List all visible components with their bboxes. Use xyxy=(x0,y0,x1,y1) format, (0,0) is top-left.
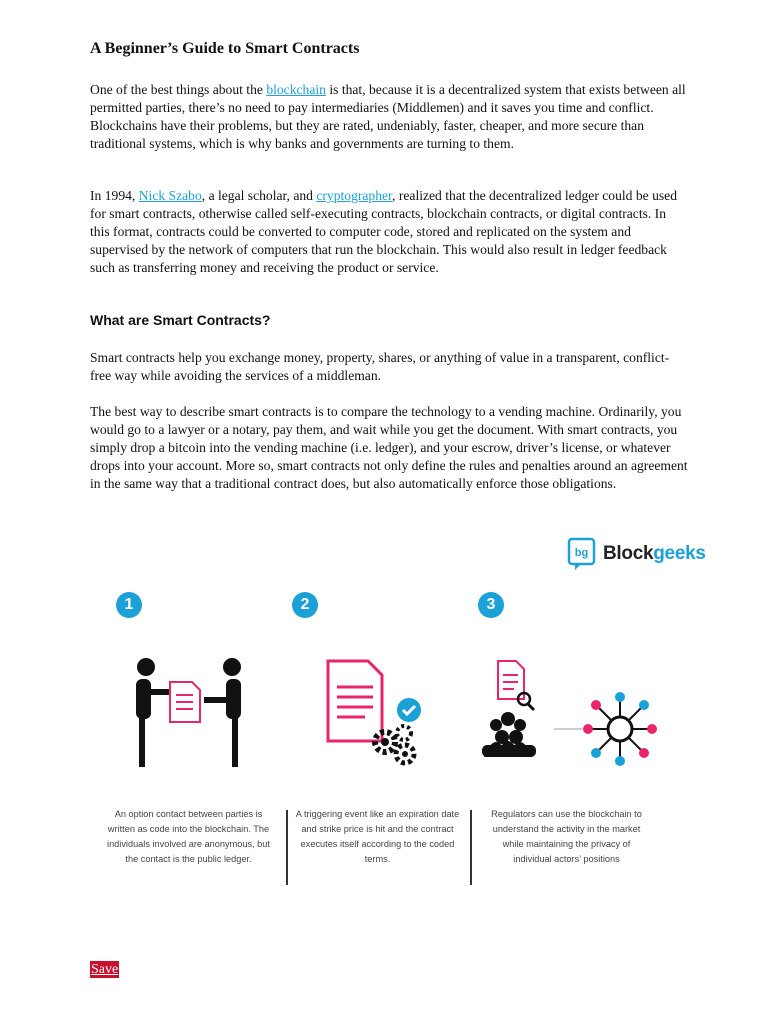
blockchain-link[interactable]: blockchain xyxy=(266,82,326,97)
paragraph-intro xyxy=(90,81,688,153)
nick-szabo-link[interactable]: Nick Szabo xyxy=(138,188,202,203)
paragraph-vending-machine: The best way to describe smart contracts is to compare the technology to a vending machine. Ordinarily, you would go to a lawyer or a notary, pay them, and wait while you get the document. With smart contracts, you simply drop a bitcoin into the vending machine (i.e. ledger), and your escrow, driver’s license, or whatever drops into your account. More so, smart contracts not only define the rules and penalties around an agreement in the same way that a traditional contract does, but also automatically enforce those obligations. xyxy=(90,404,688,491)
logo-mark-text: bg xyxy=(574,547,589,559)
brand-name-accent: geeks xyxy=(653,543,706,564)
paragraph-text: is that, because it is a decentralized system that exists between all permitted parties, there’s no need to pay intermediaries (Middlemen) and it saves you time and conflict. Blockchains have their problems, but they are rated, undeniably, faster, cheaper, and more secure than traditional systems, which is why banks and governments are turning to them. xyxy=(90,82,686,151)
divider xyxy=(286,810,288,885)
paragraph-text: , realized that the decentralized ledger could be used for smart contracts, otherwise called self-executing contracts, blockchain contracts, or digital contracts. In this format, contracts could be converted to computer code, stored and replicated on the system and supervised by the network of computers that run the blockchain. This would also result in ledger feedback such as transferring money and receiving the product or service. xyxy=(90,188,677,275)
save-button[interactable]: Save xyxy=(91,962,119,977)
document-title: A Beginner’s Guide to Smart Contracts xyxy=(90,40,360,57)
paragraph-definition: Smart contracts help you exchange money, property, shares, or anything of value in a transparent, conflict-free way while avoiding the services of a middleman. xyxy=(90,350,670,383)
contract-execution-icon xyxy=(325,657,425,772)
brand-name-main: Block xyxy=(603,543,654,564)
step-1-caption: An option contact between parties is written as code into the blockchain. The individuals involved are anonymous, but the contact is the public ledger. xyxy=(107,809,270,864)
handshake-contract-icon xyxy=(130,657,250,777)
step-3-caption: Regulators can use the blockchain to understand the activity in the market while maintaining the privacy of individual actors’ positions xyxy=(491,809,642,864)
paragraph-text: In 1994, xyxy=(90,188,139,203)
step-2-caption: A triggering event like an expiration date and strike price is hit and the contract executes itself according to the coded terms. xyxy=(295,809,460,864)
paragraph-text: , a legal scholar, and xyxy=(201,188,317,203)
cryptographer-link[interactable]: cryptographer xyxy=(316,188,393,203)
paragraph-text: One of the best things about the xyxy=(90,82,267,97)
divider xyxy=(470,810,472,885)
step-1-number: 1 xyxy=(116,592,142,618)
regulator-network-icon xyxy=(478,657,658,767)
smart-contract-infographic xyxy=(100,532,710,892)
brand-name xyxy=(603,543,706,565)
step-3-number: 3 xyxy=(478,592,504,618)
section-heading: What are Smart Contracts? xyxy=(90,312,271,328)
blockgeeks-logo-icon xyxy=(567,537,601,573)
step-2-number: 2 xyxy=(292,592,318,618)
blockgeeks-logo xyxy=(567,537,707,575)
paragraph-history xyxy=(90,187,688,277)
